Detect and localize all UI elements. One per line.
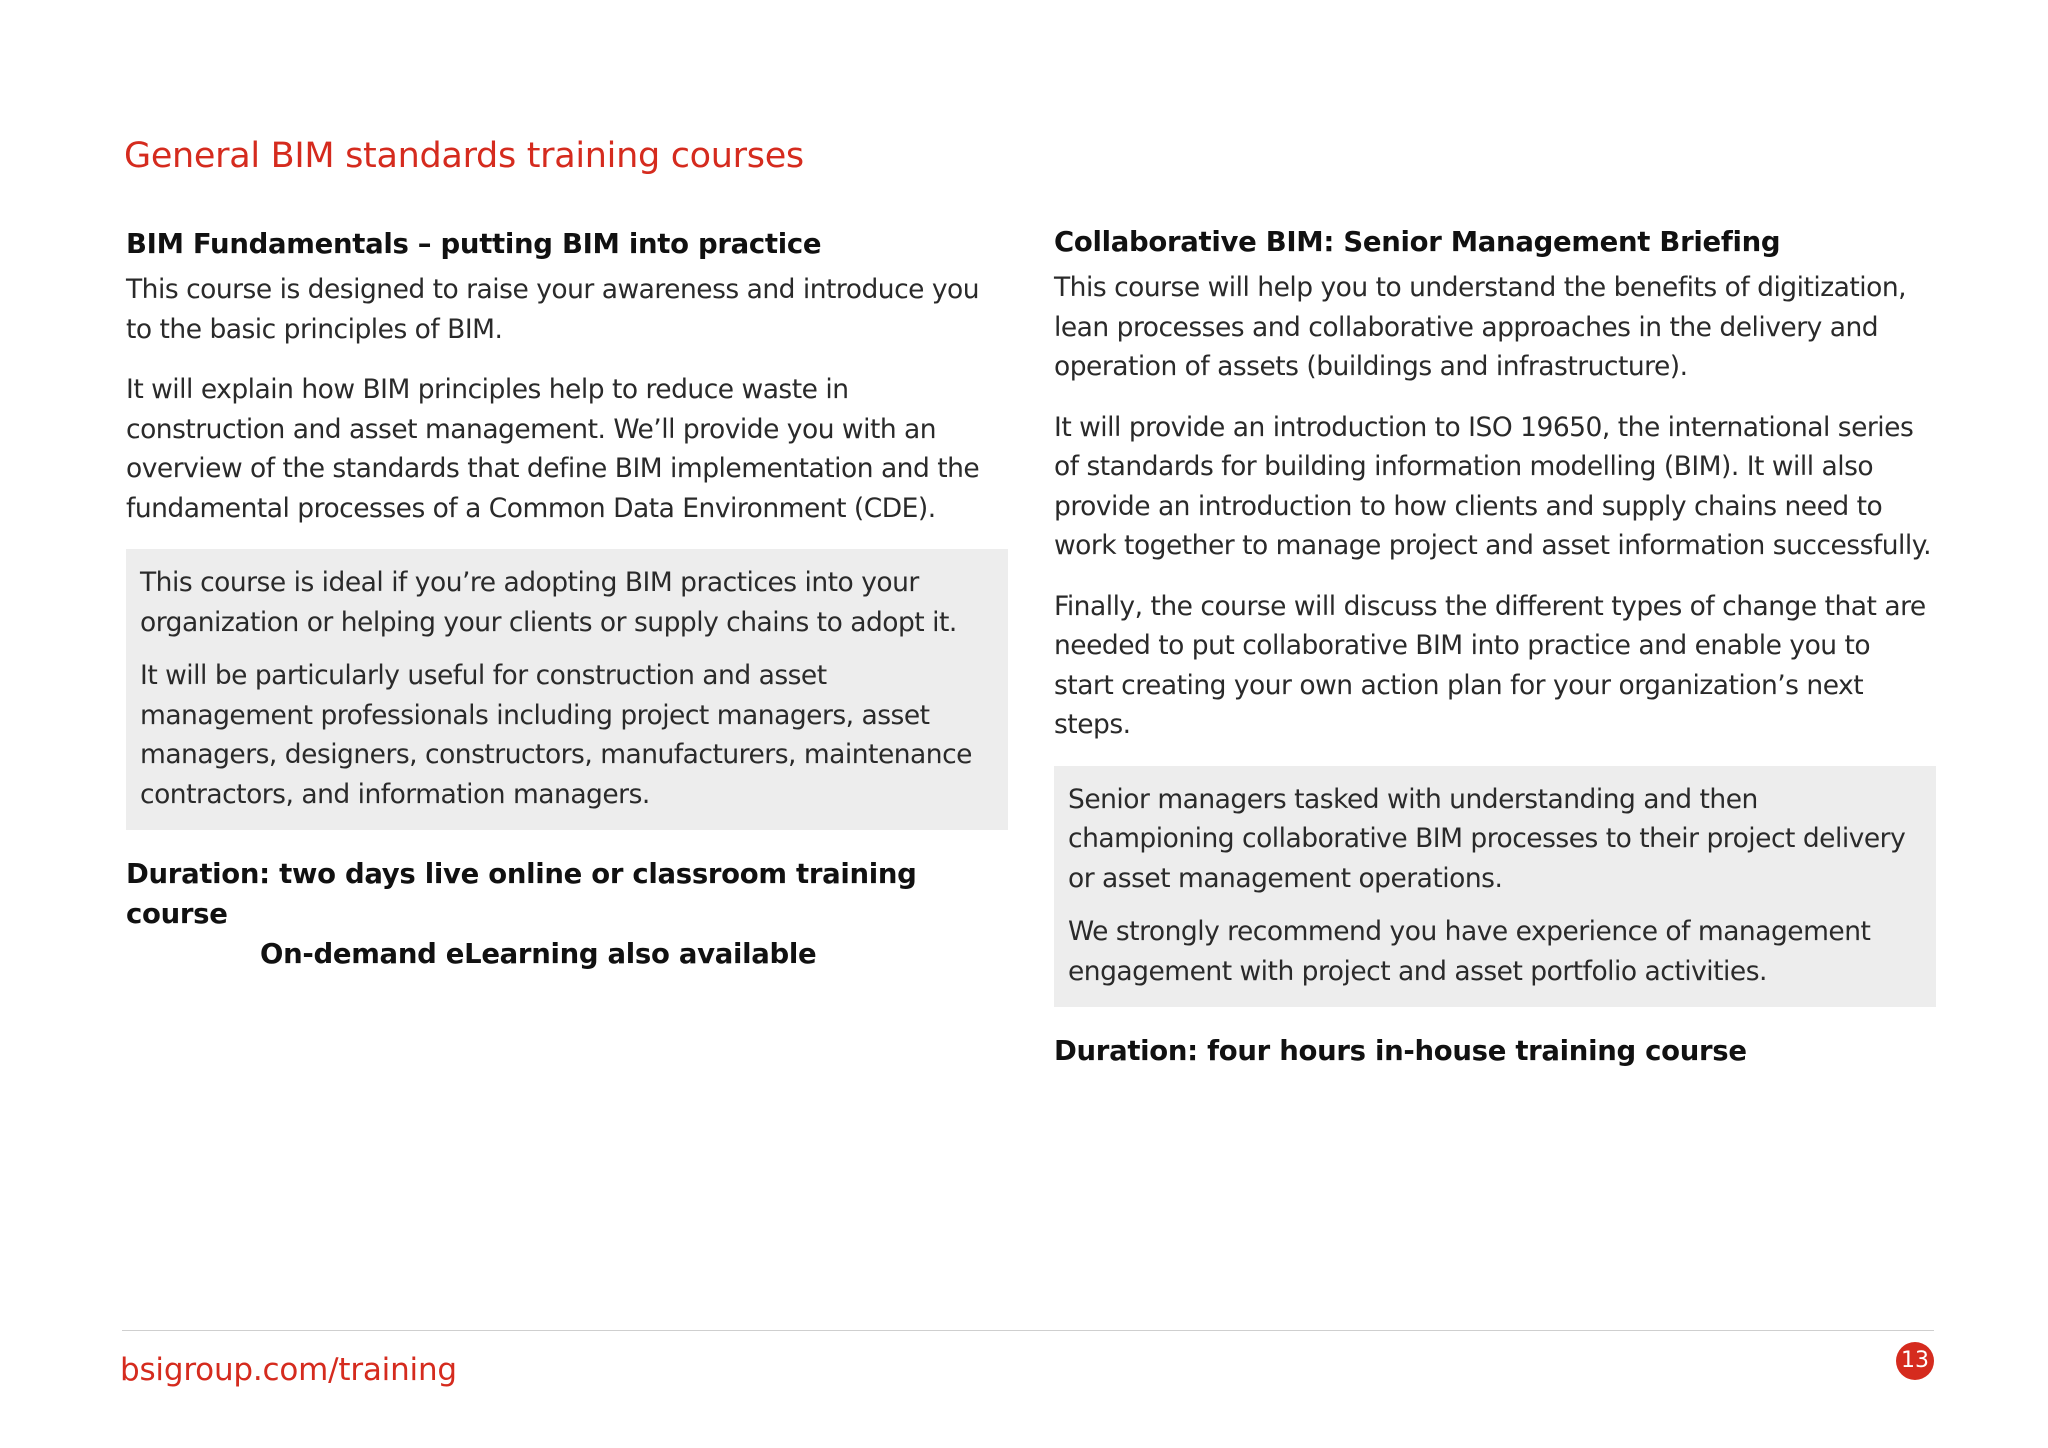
left-course-duration	[126, 854, 1008, 974]
left-course-column	[126, 224, 1008, 974]
footer-website-link[interactable]: bsigroup.com/training	[120, 1352, 457, 1388]
right-course-audience-text: Senior managers tasked with understanding and then championing collaborative BIM processes to their project delivery or asset management operations.	[1068, 783, 1906, 894]
left-course-paragraph: It will explain how BIM principles help to reduce waste in construction and asset management. We’ll provide you with an overview of the standards that define BIM implementation and the fundamental processes of a Common Data Environment (CDE).	[126, 374, 980, 524]
left-course-duration-line1: Duration: two days live online or classroom training course	[126, 858, 917, 930]
right-course-audience-text: We strongly recommend you have experience of management engagement with project and asset portfolio activities.	[1068, 916, 1871, 987]
right-course-paragraph: Finally, the course will discuss the different types of change that are needed to put collaborative BIM into practice and enable you to start creating your own action plan for your organization’s next steps.	[1054, 590, 1926, 740]
right-course-paragraph: This course will help you to understand the benefits of digitization, lean processes and collaborative approaches in the delivery and operation of assets (buildings and infrastructure).	[1054, 272, 1907, 382]
page-number-badge: 13	[1896, 1342, 1934, 1380]
right-course-heading: Collaborative BIM: Senior Management Briefing	[1054, 226, 1781, 258]
right-course-column	[1054, 222, 1936, 1071]
page-title: General BIM standards training courses	[124, 136, 804, 176]
right-course-duration: Duration: four hours in-house training course	[1054, 1035, 1747, 1067]
left-course-duration-line2: On-demand eLearning also available	[260, 938, 817, 970]
right-course-audience-box	[1054, 766, 1936, 1008]
left-course-audience-box	[126, 549, 1008, 830]
left-course-paragraph: This course is designed to raise your awareness and introduce you to the basic principles of BIM.	[126, 274, 980, 345]
left-course-audience-text: This course is ideal if you’re adopting BIM practices into your organization or helping your clients or supply chains to adopt it.	[140, 567, 957, 638]
left-course-audience-text: It will be particularly useful for construction and asset management professionals including project managers, asset managers, designers, constructors, manufacturers, maintenance contractors, and information managers.	[140, 660, 972, 810]
footer-divider	[122, 1330, 1934, 1331]
left-course-heading: BIM Fundamentals – putting BIM into practice	[126, 228, 822, 260]
right-course-paragraph: It will provide an introduction to ISO 19650, the international series of standards for building information modelling (BIM). It will also provide an introduction to how clients and supply chains need to work together to manage project and asset information successfully.	[1054, 411, 1932, 561]
